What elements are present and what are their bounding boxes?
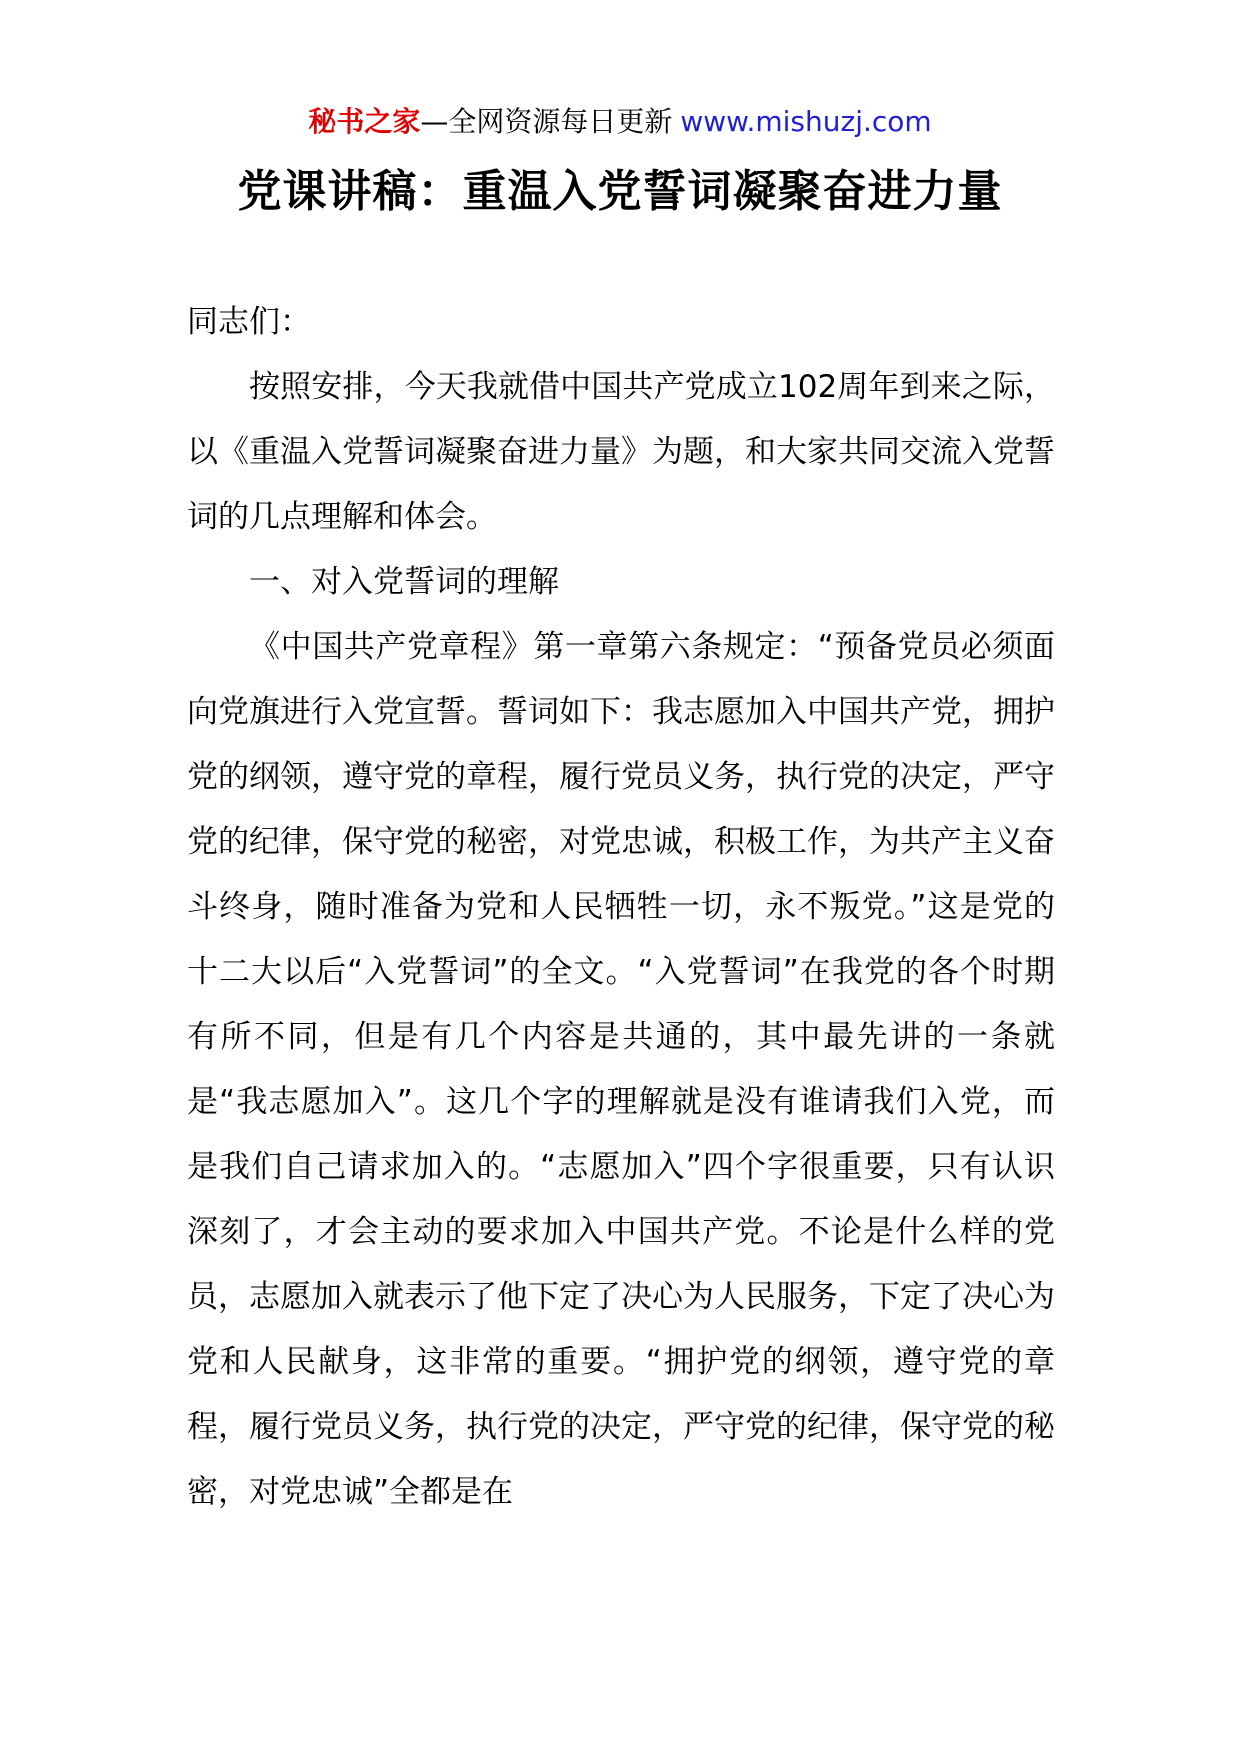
section-heading: 一、对入党誓词的理解 — [249, 564, 559, 600]
paragraph-intro: 按照安排，今天我就借中国共产党成立102周年到来之际，以《重温入党誓词凝聚奋进力量》为题，和大家共同交流入党誓词的几点理解和体会。 — [187, 369, 1055, 535]
site-header — [0, 102, 1240, 142]
site-brand: 秘书之家 — [308, 105, 421, 138]
site-url-link[interactable]: www.mishuzj.com — [680, 105, 932, 138]
paragraph-oath: 《中国共产党章程》第一章第六条规定：“预备党员必须面向党旗进行入党宣誓。誓词如下：我志愿加入中国共产党，拥护党的纲领，遵守党的章程，履行党员义务，执行党的决定，严守党的纪律，保守党的秘密，对党忠诚，积极工作，为共产主义奋斗终身，随时准备为党和人民牺牲一切，永不叛党。”这是党的十二大以后“入党誓词”的全文。“入党誓词”在我党的各个时期有所不同，但是有几个内容是共通的，其中最先讲的一条就是“我志愿加入”。这几个字的理解就是没有谁请我们入党，而是我们自己请求加入的。“志愿加入”四个字很重要，只有认识深刻了，才会主动的要求加入中国共产党。不论是什么样的党员，志愿加入就表示了他下定了决心为人民服务，下定了决心为党和人民献身，这非常的重要。“拥护党的纲领，遵守党的章程，履行党员义务，执行党的决定，严守党的纪律，保守党的秘密，对党忠诚”全都是在 — [187, 629, 1055, 1510]
document-title: 党课讲稿：重温入党誓词凝聚奋进力量 — [237, 166, 1003, 217]
site-tagline: —全网资源每日更新 — [420, 105, 673, 138]
document-body — [187, 290, 1055, 1525]
salutation: 同志们： — [187, 304, 311, 340]
